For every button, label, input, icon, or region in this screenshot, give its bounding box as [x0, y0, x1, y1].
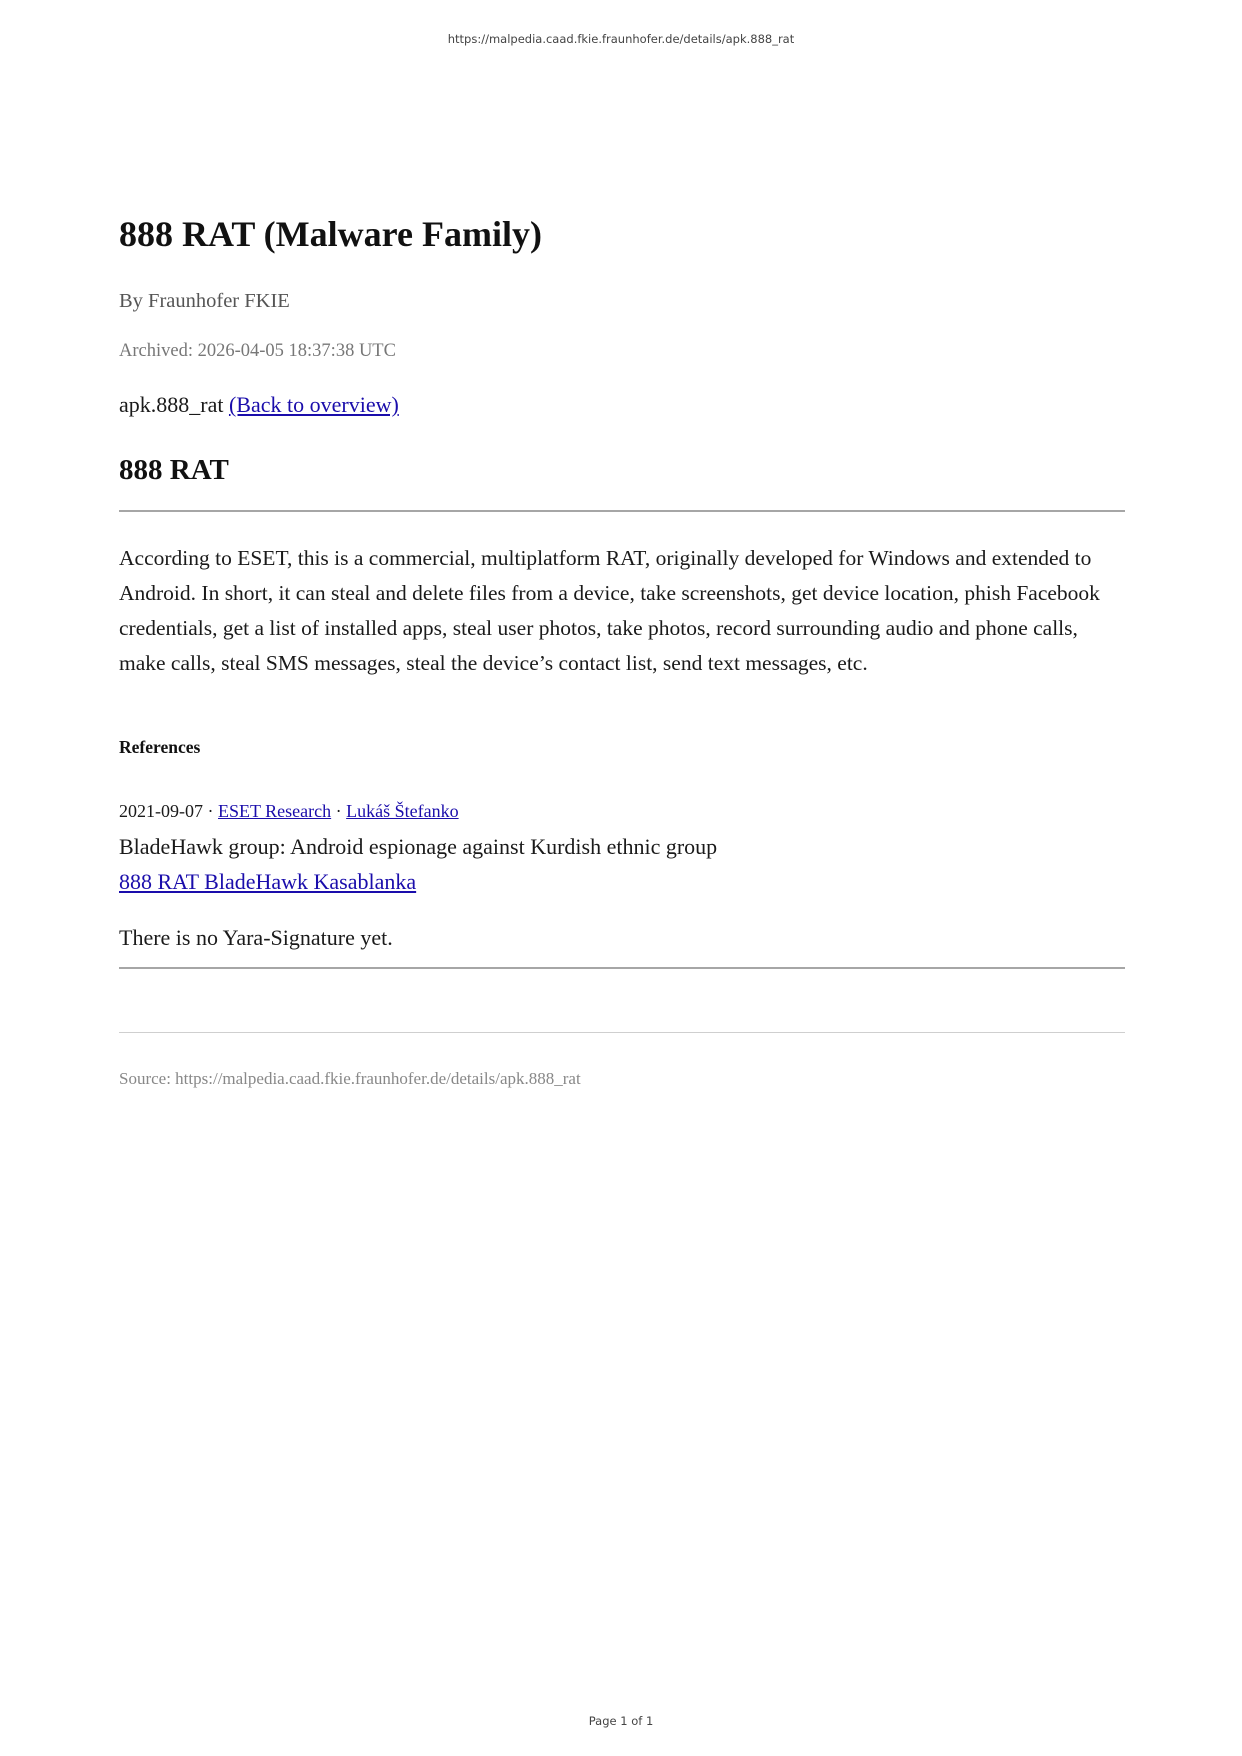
archived-timestamp: Archived: 2026-04-05 18:37:38 UTC: [119, 341, 396, 361]
byline: By Fraunhofer FKIE: [119, 290, 290, 312]
references-heading: References: [119, 737, 201, 757]
reference-author-link[interactable]: Lukáš Štefanko: [346, 801, 459, 821]
divider: [119, 967, 1125, 969]
reference-tags-link[interactable]: 888 RAT BladeHawk Kasablanka: [119, 869, 417, 894]
reference-date: 2021-09-07: [119, 801, 203, 821]
separator: ·: [207, 801, 214, 821]
family-description: According to ESET, this is a commercial, multiplatform RAT, originally developed for Windows and extended to Android. In short, it can steal and delete files from a device, take screenshots, get device location, phish Facebook credentials, get a list of installed apps, steal user photos, take photos, record surrounding audio and phone calls, make calls, steal SMS messages, steal the device’s contact list, send text messages, etc.: [119, 546, 1100, 675]
page-header-url: https://malpedia.caad.fkie.fraunhofer.de/details/apk.888_rat: [447, 32, 795, 46]
source-line: Source: https://malpedia.caad.fkie.fraunhofer.de/details/apk.888_rat: [119, 1069, 581, 1088]
reference-meta: [119, 801, 459, 822]
family-slug-line: [119, 392, 399, 418]
divider: [119, 510, 1125, 512]
divider: [119, 1032, 1125, 1033]
family-slug: apk.888_rat: [119, 392, 224, 417]
yara-note: There is no Yara-Signature yet.: [119, 925, 393, 950]
page-footer: Page 1 of 1: [588, 1714, 654, 1728]
reference-tags: [119, 869, 416, 895]
reference-title: BladeHawk group: Android espionage against Kurdish ethnic group: [119, 834, 718, 859]
page-title: 888 RAT (Malware Family): [119, 214, 542, 254]
back-to-overview-link[interactable]: (Back to overview): [228, 392, 399, 417]
reference-org-link[interactable]: ESET Research: [218, 801, 332, 821]
section-title: 888 RAT: [119, 454, 229, 486]
separator: ·: [335, 801, 342, 821]
